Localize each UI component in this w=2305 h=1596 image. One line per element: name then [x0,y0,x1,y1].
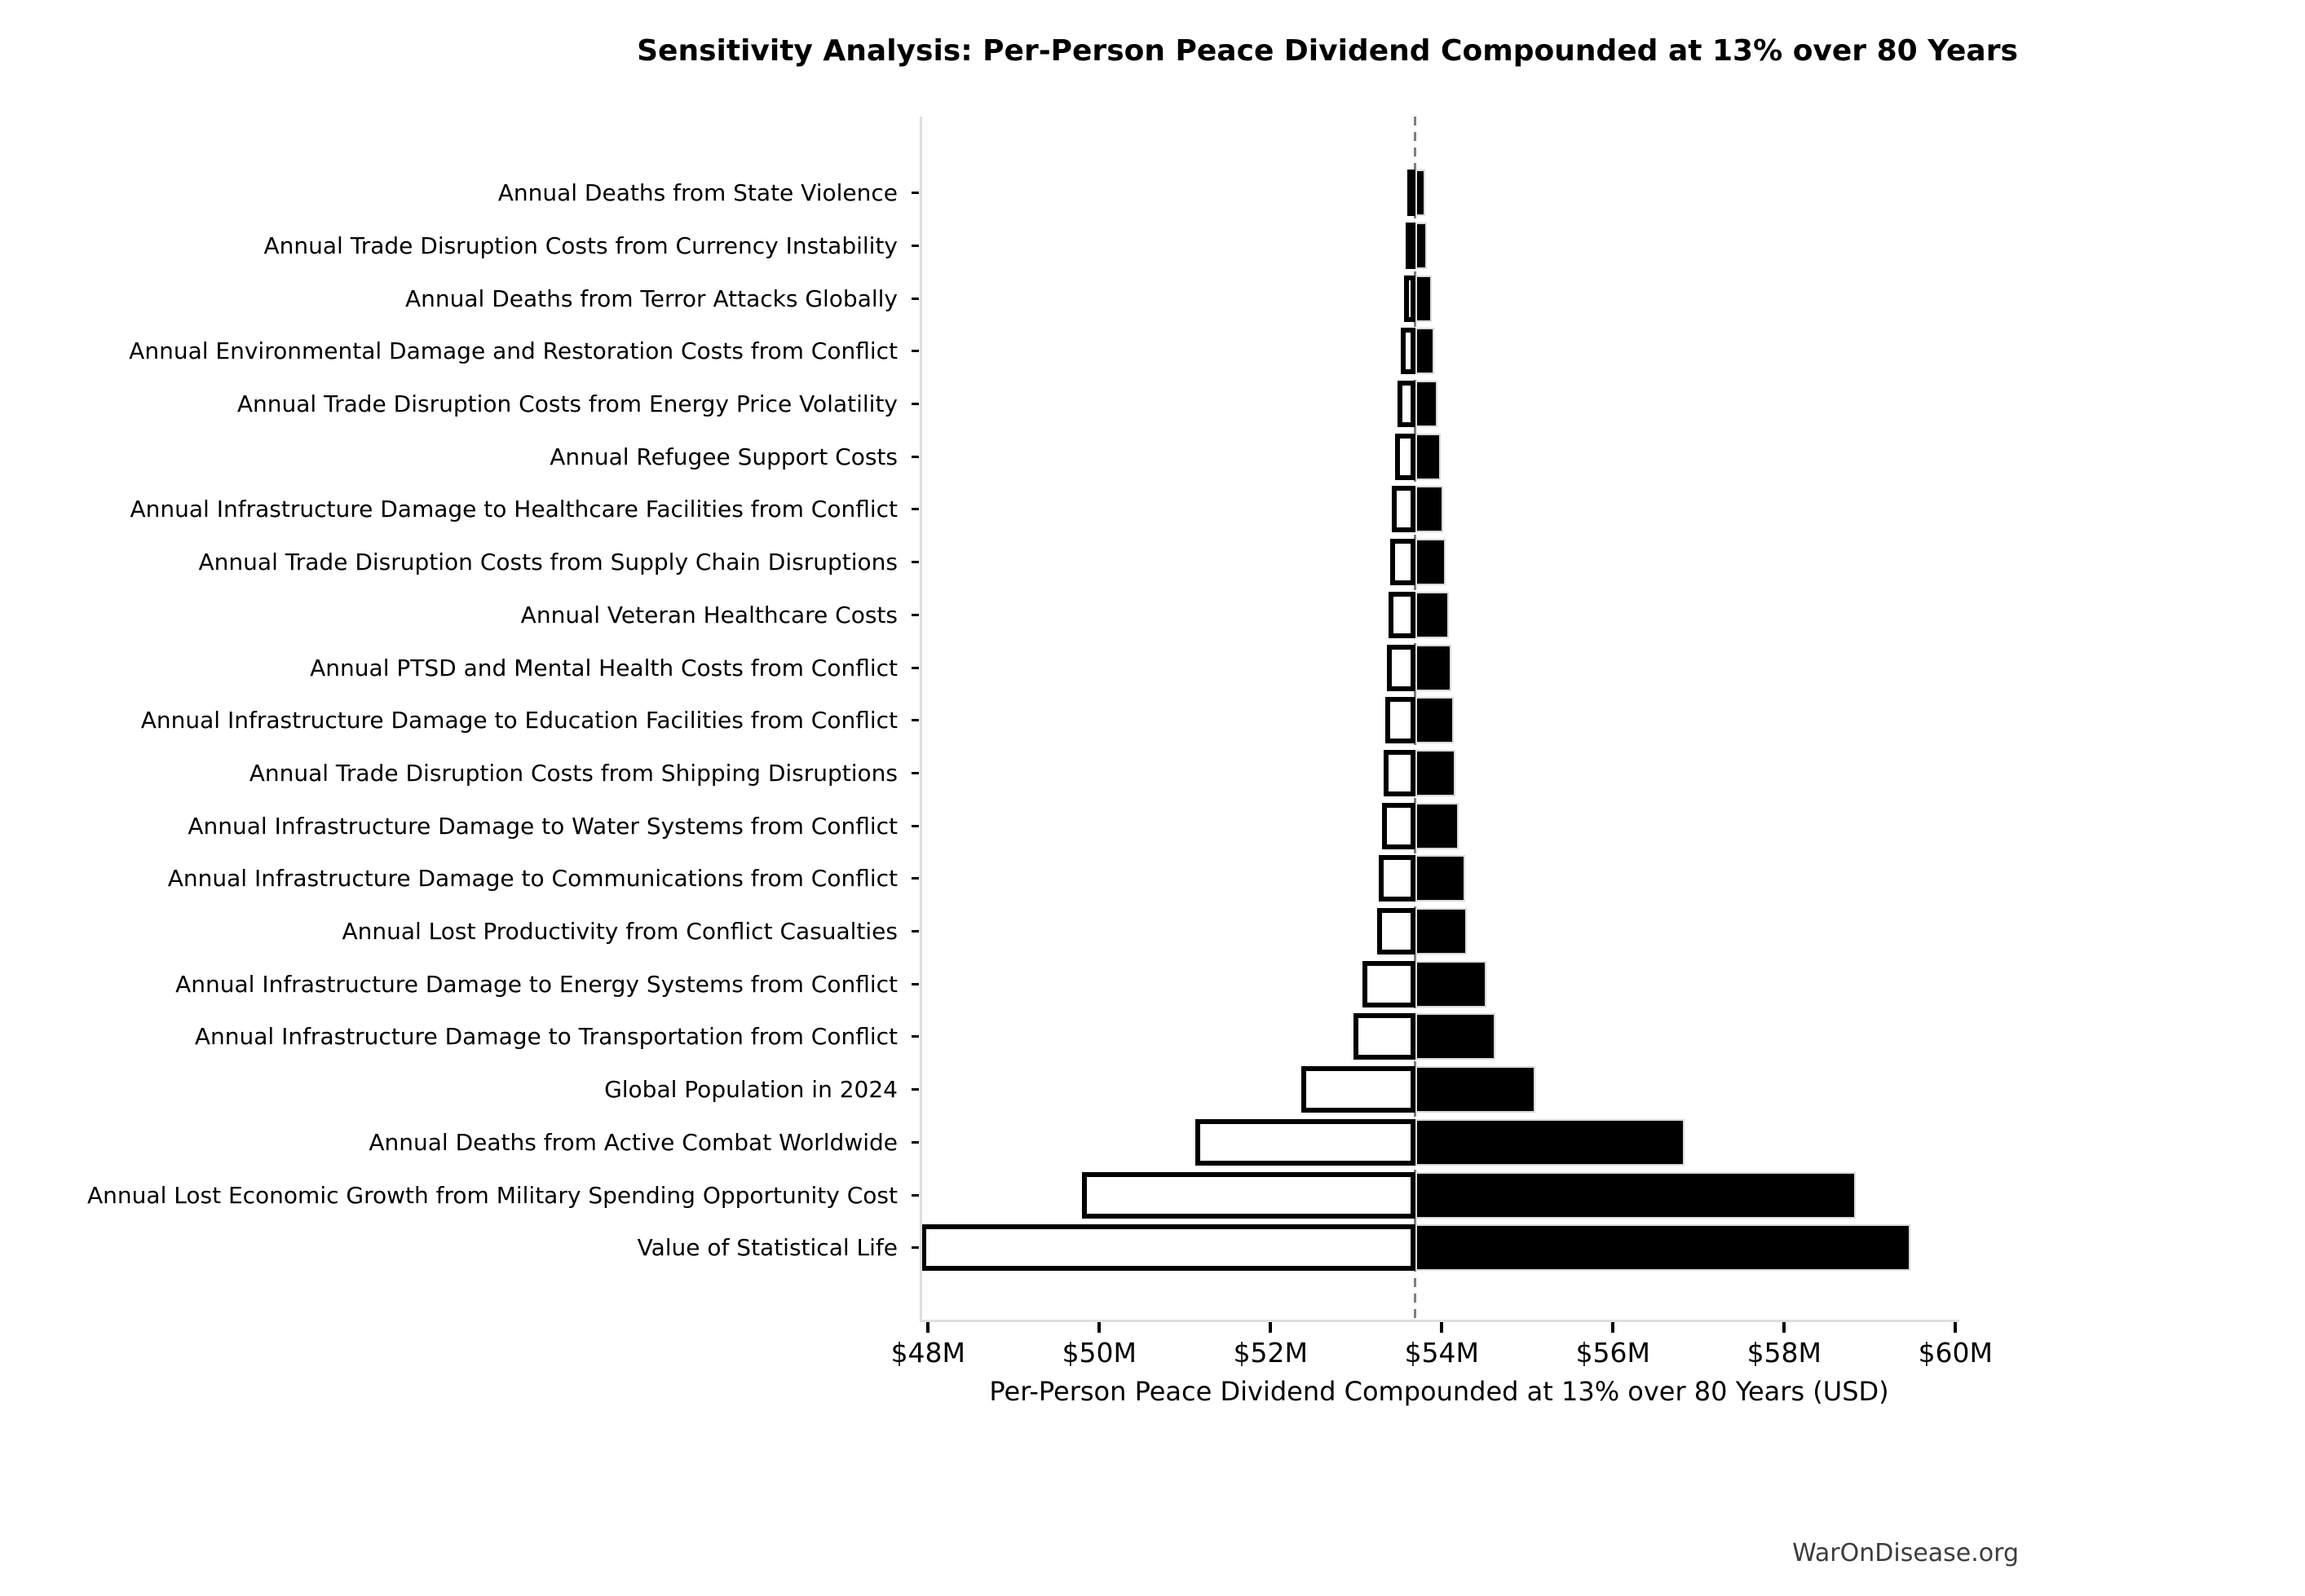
high-estimate-bar [1415,645,1451,691]
low-estimate-bar [1385,697,1415,743]
category-label: Annual Environmental Damage and Restoration Costs from Conflict [129,337,898,365]
y-tick [912,877,919,880]
x-tick-label: $58M [1746,1337,1822,1369]
x-tick [926,1322,930,1333]
high-estimate-bar [1415,276,1432,322]
high-estimate-bar [1415,1066,1535,1113]
low-estimate-bar [1384,750,1415,796]
high-estimate-bar [1415,908,1467,955]
y-tick [912,350,919,352]
low-estimate-bar [1082,1172,1415,1219]
y-tick [912,1194,919,1197]
low-estimate-bar [1404,276,1415,322]
x-tick [1782,1322,1786,1333]
low-estimate-bar [1390,539,1415,585]
category-label: Annual Lost Productivity from Conflict Casualties [342,918,898,945]
category-label: Annual Infrastructure Damage to Energy Systems from Conflict [175,970,898,998]
low-estimate-bar [1353,1013,1415,1060]
low-estimate-bar [1362,961,1415,1007]
low-estimate-bar [1406,223,1415,269]
x-tick [1611,1322,1614,1333]
low-estimate-bar [1387,645,1415,691]
category-label: Annual Trade Disruption Costs from Shipping Disruptions [249,759,898,787]
y-tick [912,614,919,616]
category-label: Annual Trade Disruption Costs from Currency Instability [263,231,898,259]
y-tick [912,456,919,458]
high-estimate-bar [1415,1172,1857,1219]
category-label: Annual Deaths from Terror Attacks Globally [404,284,898,312]
y-tick [912,192,919,194]
x-tick-label: $54M [1404,1337,1480,1369]
high-estimate-bar [1415,961,1486,1007]
high-estimate-bar [1415,697,1454,743]
x-tick-label: $48M [890,1337,966,1369]
high-estimate-bar [1415,328,1434,374]
y-tick [912,298,919,300]
y-tick [912,1141,919,1144]
x-tick-label: $50M [1062,1337,1137,1369]
y-tick [912,772,919,774]
low-estimate-bar [1195,1119,1415,1166]
high-estimate-bar [1415,381,1437,427]
category-label: Annual Infrastructure Damage to Communications from Conflict [167,865,898,893]
category-label: Annual Veteran Healthcare Costs [520,601,898,628]
high-estimate-bar [1415,1224,1910,1271]
category-label: Annual Lost Economic Growth from Military Spending Opportunity Cost [87,1181,898,1209]
high-estimate-bar [1415,1119,1685,1166]
y-tick [912,667,919,669]
high-estimate-bar [1415,539,1446,585]
y-tick [912,403,919,405]
chart-title: Sensitivity Analysis: Per-Person Peace Dividend Compounded at 13% over 80 Years [637,34,2018,68]
y-tick [912,1035,919,1038]
category-label: Annual Refugee Support Costs [550,443,898,470]
low-estimate-bar [1382,803,1415,849]
high-estimate-bar [1415,750,1455,796]
low-estimate-bar [1395,434,1415,480]
x-tick [1097,1322,1101,1333]
low-estimate-bar [1401,328,1415,374]
category-label: Annual PTSD and Mental Health Costs from Conflict [310,654,898,681]
x-tick [1440,1322,1443,1333]
y-tick [912,719,919,721]
x-axis-label: Per-Person Peace Dividend Compounded at 13% over 80 Years (USD) [989,1376,1889,1407]
x-tick-label: $52M [1233,1337,1309,1369]
category-label: Annual Trade Disruption Costs from Supply Chain Disruptions [198,549,898,576]
low-estimate-bar [1398,381,1415,427]
low-estimate-bar [1377,908,1415,955]
category-label: Global Population in 2024 [604,1076,898,1104]
low-estimate-bar [1301,1066,1415,1113]
y-tick [912,983,919,985]
y-tick [912,930,919,932]
high-estimate-bar [1415,486,1444,532]
y-tick [912,245,919,247]
category-label: Annual Deaths from State Violence [497,179,898,207]
x-tick [1954,1322,1957,1333]
high-estimate-bar [1415,855,1465,902]
left-axis-spine [920,117,922,1322]
x-tick [1269,1322,1272,1333]
x-tick-label: $60M [1918,1337,1994,1369]
category-label: Annual Infrastructure Damage to Education Facilities from Conflict [140,707,898,734]
high-estimate-bar [1415,223,1428,269]
watermark: WarOnDisease.org [1792,1539,2019,1567]
low-estimate-bar [1389,592,1415,638]
y-tick [912,561,919,563]
x-tick-label: $56M [1575,1337,1651,1369]
high-estimate-bar [1415,592,1449,638]
category-label: Annual Deaths from Active Combat Worldwide [369,1128,898,1156]
category-label: Annual Infrastructure Damage to Healthcare Facilities from Conflict [130,496,898,523]
y-tick [912,1246,919,1249]
low-estimate-bar [1392,486,1415,532]
high-estimate-bar [1415,170,1426,216]
high-estimate-bar [1415,434,1442,480]
high-estimate-bar [1415,1013,1496,1060]
low-estimate-bar [921,1224,1415,1271]
y-tick [912,825,919,827]
category-label: Value of Statistical Life [637,1234,898,1262]
category-label: Annual Infrastructure Damage to Transportation from Conflict [194,1023,898,1051]
high-estimate-bar [1415,803,1459,849]
category-label: Annual Trade Disruption Costs from Energy Price Volatility [236,390,898,417]
y-tick [912,508,919,510]
low-estimate-bar [1379,855,1415,902]
y-tick [912,1088,919,1091]
category-label: Annual Infrastructure Damage to Water Systems from Conflict [188,812,898,840]
